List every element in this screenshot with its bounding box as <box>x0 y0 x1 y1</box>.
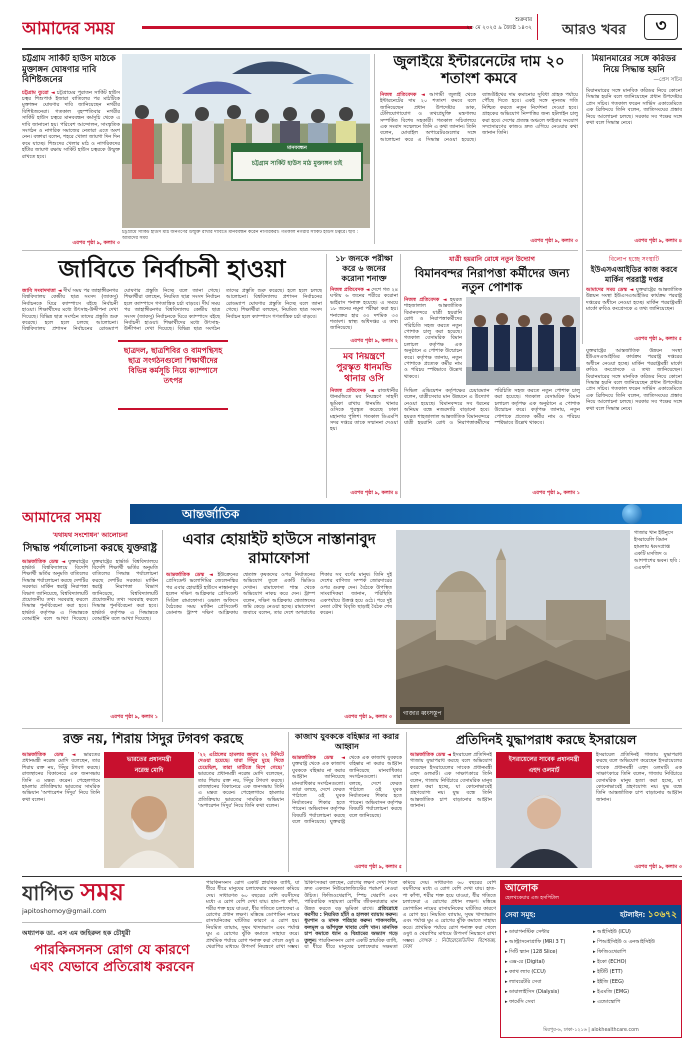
service-item: ▸ আইসিইউ (ICU) <box>593 929 631 935</box>
ad-brand: আলোক <box>505 883 539 894</box>
byline: চট্টগ্রাম ব্যুরো ◄ <box>22 89 55 96</box>
service-item: ▸ আল্ট্রাসনোগ্রাফি (MRI 3 T) <box>505 939 566 945</box>
page-number: ৩ <box>644 14 678 40</box>
quote-name: নরেন্দ্র মোদি <box>134 767 164 774</box>
byline: আন্তর্জাতিক ডেস্ক ◄ <box>22 752 76 758</box>
modi-portrait-illustration <box>104 778 194 868</box>
continued-link[interactable]: এরপর পৃষ্ঠা ৯, কলাম ৫ <box>354 864 402 870</box>
headline[interactable]: চট্টগ্রাম সার্কিট হাউস মাঠকে মুক্তাঙ্গন ঘোষণার দাবি বিশিষ্টজনের <box>22 54 116 85</box>
story-election <box>22 254 322 498</box>
ad-address: মিরপুর-৬, ঢাকা-১২১৬ | alokhealthcare.com <box>543 1028 639 1033</box>
article-body: যুক্তরাষ্ট্রের আন্তর্জাতিক উন্নয়ন সংস্থা ইউএসএআইডির কার্যক্রম পররাষ্ট্র দপ্তরের অধীনে নেওয়া হচ্ছে। মার্কিন পররাষ্ট্রমন্ত্রী মার্কো রুবিও কংগ্রেসকে এ তথ্য জানিয়েছেন। <box>586 287 682 313</box>
headline[interactable]: ১৮ জনকে পরীক্ষা করে ৬ জনের করোনা শনাক্ত <box>335 254 393 283</box>
intl-title: আন্তর্জাতিক <box>182 507 240 521</box>
section-title: আরও খবর <box>562 22 626 38</box>
story-ramaphosa <box>166 530 392 722</box>
kicker: 'যথাযথ সংশোধন' আলোচনা <box>52 531 128 539</box>
international-banner <box>22 504 682 526</box>
headline[interactable]: প্রতিদিনই যুদ্ধাপরাধ করছে ইসরায়েল <box>455 732 637 747</box>
intl-logo[interactable]: আমাদের সময় <box>22 510 101 526</box>
headline[interactable]: কাজাখ যুবককে বহিষ্কার না করার আহ্বান <box>294 732 400 751</box>
services-list-left <box>505 927 589 1007</box>
story-dhanmondi <box>330 352 398 498</box>
story-myanmar <box>586 54 682 246</box>
byline: জাবি সংবাদদাতা ◄ <box>22 288 62 294</box>
masthead <box>22 12 682 48</box>
article-body: ভারতের প্রধানমন্ত্রী নরেন্দ্র মোদি বলেছেন, তার শিরায় রক্ত নয়, সিঁদুর টগবগ করছে। রাজস্থানের বিকানেরে এক জনসভায় তিনি এ মন্তব্য করেন। পেহেলগামে হামলার প্রতিক্রিয়ায় ভারতের সামরিক অভিযান 'অপারেশন সিঁদুর' নিয়ে তিনি কথা বলেন। <box>22 752 100 803</box>
protest-photo <box>122 54 370 228</box>
gaza-rubble-photo <box>396 530 630 724</box>
author: অধ্যাপক ডা. এস এম জহিরুল হক চৌধুরী <box>22 929 131 937</box>
article-body-3: প্রতিরোধে করণীয় : নিয়মিত হাঁটা ও হালকা ব্যায়াম করুন। ধূমপান ও মাদক পরিহার করুন। শাকসবজি, ফলমূল ও আঁশযুক্ত খাবার বেশি খান। মানসিক চাপ কমাতে ধ্যান ও বিশ্রামের অভ্যাস গড়ে তুলুন। <box>304 905 398 944</box>
services-title: সেবা সমূহ: <box>505 910 536 919</box>
olmert-portrait-illustration <box>496 778 592 868</box>
gaza-caption: গাজার ধ্বংসস্তূপ <box>400 707 444 720</box>
uniform-photo <box>466 297 580 385</box>
subhead: —প্রেস সচিব <box>653 77 682 83</box>
masthead-logo[interactable]: আমাদের সময় <box>22 19 114 39</box>
continued-link[interactable]: এরপর পৃষ্ঠা ৯, কলাম ৩ <box>634 864 682 870</box>
service-item: ▸ ল্যাবরেটরি সেবা <box>505 979 542 985</box>
article-body-2: সিভিল এভিয়েশন কর্তৃপক্ষের চেয়ারম্যান বলেন, যাত্রীসেবার মান উন্নয়নে এ উদ্যোগ নেওয়া হয়েছে। বিমানবন্দরে সব ধরনের অনিয়ম বন্ধে নজরদারি বাড়ানো হবে। <box>404 388 490 414</box>
protest-scene-illustration <box>122 54 370 228</box>
service-item: ▸ ক্যাথ ল্যাব (CCU) <box>505 969 546 975</box>
jaapito-logo[interactable]: যাপিত সময় <box>22 880 124 906</box>
jaapito-email[interactable]: japitoshomoy@gmail.com <box>22 907 107 915</box>
story-internet <box>380 54 578 246</box>
alok-healthcare-ad[interactable] <box>500 880 682 1038</box>
issue-day: শুক্রবার <box>514 17 532 23</box>
issue-date: ২৩ মে ২০২৫ ৯ জ্যৈষ্ঠ ১৪৩২ <box>466 25 532 31</box>
service-item: ▸ ইইজি (EEG) <box>593 979 624 985</box>
story-usaid <box>586 254 682 344</box>
article-body: পারকিনসনস রোগ একটি স্নায়বিক ব্যাধি, যা ধীরে ধীরে মানুষের চলাফেরার সক্ষমতা কমিয়ে দেয়। সাধারণত ৬০ বছরের বেশি বয়সীদের মধ্যে এ রোগ বেশি দেখা যায়। হাত-পা কাঁপা, শরীর শক্ত হয়ে যাওয়া, ধীর গতিতে চলাফেরা এ রোগের প্রধান লক্ষণ। মস্তিষ্কে ডোপামিন নামের রাসায়নিকের ঘাটতির কারণে এ রোগ হয়। নিয়মিত ব্যায়াম, সুষম খাদ্যাভ্যাস এবং পর্যাপ্ত ঘুম এ রোগের ঝুঁকি কমাতে সাহায্য করে। প্রাথমিক পর্যায়ে রোগ শনাক্ত করা গেলে ওষুধ ও থেরাপির মাধ্যমে উপসর্গ নিয়ন্ত্রণে রাখা সম্ভব। <box>206 880 300 951</box>
article-footer: লেখক : নিউরোমেডিসিন বিশেষজ্ঞ, ঢাকা <box>402 937 496 951</box>
byline: নিজস্ব প্রতিবেদক ◄ <box>330 287 370 293</box>
service-item: ▸ ইকো (ECHO) <box>593 959 627 965</box>
story-usaid-continued: যুক্তরাষ্ট্রের আন্তর্জাতিক উন্নয়ন সংস্থা ইউএসএআইডির কার্যক্রম পররাষ্ট্র দপ্তরের অধীনে নেওয়া হচ্ছে। মার্কিন পররাষ্ট্রমন্ত্রী মার্কো রুবিও কংগ্রেসকে এ তথ্য জানিয়েছেন। মিয়ানমারের সঙ্গে মানবিক করিডর নিয়ে কোনো সিদ্ধান্ত হয়নি বলে জানিয়েছেন প্রধান উপদেষ্টার প্রেস সচিব। গতকাল ফরেন সার্ভিস একাডেমিতে এক ব্রিফিংয়ে তিনি বলেন, জাতিসংঘের প্রস্তাব নিয়ে আলোচনা চলছে। সরকার সব পক্ষের সঙ্গে কথা বলে সিদ্ধান্ত নেবে। <box>586 348 682 412</box>
byline: আন্তর্জাতিক ডেস্ক ◄ <box>410 752 451 758</box>
continued-link[interactable]: এরপর পৃষ্ঠা ৯, কলাম ১ <box>532 490 580 496</box>
story-us-review: 'যথাযথ সংশোধন' আলোচনা সিদ্ধান্ত পর্যালোচনা করছে যুক্তরাষ্ট্র আন্তর্জাতিক ডেস্ক ◄ যুক্তরাষ্ট্রের হার্ভার্ড বিশ্ববিদ্যালয়ে বিদেশি শিক্ষার্থী ভর্তির অনুমতি বাতিলের সিদ্ধান্ত পর্যালোচনা করছে দেশটির সরকার। মার্কিন স্বরাষ্ট্র নিরাপত্তা বিভাগ জানিয়েছে, বিশ্ববিদ্যালয়টি প্রয়োজনীয় তথ্য সরবরাহ করলে সিদ্ধান্ত পুনর্বিবেচনা করা হবে। হার্ভার্ড কর্তৃপক্ষ এ সিদ্ধান্তকে বেআইনি বলে আখ্যা দিয়েছে। যুক্তরাষ্ট্রের হার্ভার্ড বিশ্ববিদ্যালয়ে বিদেশি শিক্ষার্থী ভর্তির অনুমতি বাতিলের সিদ্ধান্ত পর্যালোচনা করছে দেশটির সরকার। মার্কিন স্বরাষ্ট্র নিরাপত্তা বিভাগ জানিয়েছে, বিশ্ববিদ্যালয়টি প্রয়োজনীয় তথ্য সরবরাহ করলে সিদ্ধান্ত পুনর্বিবেচনা করা হবে। হার্ভার্ড কর্তৃপক্ষ এ সিদ্ধান্তকে বেআইনি বলে আখ্যা দিয়েছে। এরপর পৃষ্ঠা ৯, কলাম ১ <box>22 531 158 720</box>
kicker: বিলোপ হচ্ছে সংস্থাটি <box>608 256 660 263</box>
ad-brand-sub: হেলথকেয়ার এন্ড হসপিটাল <box>505 895 559 901</box>
byline: নিজস্ব প্রতিবেদক ◄ <box>404 297 447 303</box>
story-modi: রক্ত নয়, শিরায় সিঁদুর টগবগ করছে আন্তর্জাতিক ডেস্ক ◄ ভারতের প্রধানমন্ত্রী নরেন্দ্র মোদি বলেছেন, তার শিরায় রক্ত নয়, সিঁদুর টগবগ করছে। রাজস্থানের বিকানেরে এক জনসভায় তিনি এ মন্তব্য করেন। পেহেলগামে হামলার প্রতিক্রিয়ায় ভারতের সামরিক অভিযান 'অপারেশন সিঁদুর' নিয়ে তিনি কথা বলেন। ভারতের প্রধানমন্ত্রী নরেন্দ্র মোদি '২২ এপ্রিলের হামলার জবাব ২২ মিনিটে দেওয়া হয়েছে। যারা সিঁদুর মুছে দিতে চেয়েছিল, তারা মাটিতে মিশে গেছে।' ভারতের প্রধানমন্ত্রী নরেন্দ্র মোদি বলেছেন, তার শিরায় রক্ত নয়, সিঁদুর টগবগ করছে। রাজস্থানের বিকানেরে এক জনসভায় তিনি এ মন্তব্য করেন। পেহেলগামে হামলার প্রতিক্রিয়ায় ভারতের সামরিক অভিযান 'অপারেশন সিঁদুর' নিয়ে তিনি কথা বলেন। <box>22 732 284 872</box>
article-body-2: ট্রাম্প বলেন, দক্ষিণ আফ্রিকায় শ্বেতাঙ্গদের জমি কেড়ে নেওয়া হচ্ছে। রামাফোসা জবাবে বলেন, তার দেশে অপরাধের শিকার সব বর্ণের মানুষ। তিনি দুই দেশের বাণিজ্য সম্পর্ক জোরদারের ওপর গুরুত্ব দেন। <box>243 572 392 617</box>
service-item: ▸ এন্ডোস্কোপি <box>593 999 621 1005</box>
service-item: ▸ সিটি স্ক্যান (128 Slice) <box>505 949 558 955</box>
headline[interactable]: ইউএসএআইডির কাজ করবে মার্কিন পররাষ্ট্র দপ্তর <box>590 265 678 284</box>
jaapito-article: পারকিনসনস রোগ একটি স্নায়বিক ব্যাধি, যা ধীরে ধীরে মানুষের চলাফেরার সক্ষমতা কমিয়ে দেয়। সাধারণত ৬০ বছরের বেশি বয়সীদের মধ্যে এ রোগ বেশি দেখা যায়। হাত-পা কাঁপা, শরীর শক্ত হয়ে যাওয়া, ধীর গতিতে চলাফেরা এ রোগের প্রধান লক্ষণ। মস্তিষ্কে ডোপামিন নামের রাসায়নিকের ঘাটতির কারণে এ রোগ হয়। নিয়মিত ব্যায়াম, সুষম খাদ্যাভ্যাস এবং পর্যাপ্ত ঘুম এ রোগের ঝুঁকি কমাতে সাহায্য করে। প্রাথমিক পর্যায়ে রোগ শনাক্ত করা গেলে ওষুধ ও থেরাপির মাধ্যমে উপসর্গ নিয়ন্ত্রণে রাখা সম্ভব। চিকিৎসকরা বলছেন, রোগের লক্ষণ দেখা দিলে দ্রুত একজন নিউরোলজিস্টের পরামর্শ নেওয়া উচিত। ফিজিওথেরাপি, স্পিচ থেরাপি এবং পারিবারিক সহায়তা রোগীর জীবনযাত্রার মান উন্নত করতে বড় ভূমিকা রাখে। প্রতিরোধে করণীয় : নিয়মিত হাঁটা ও হালকা ব্যায়াম করুন। ধূমপান ও মাদক পরিহার করুন। শাকসবজি, ফলমূল ও আঁশযুক্ত খাবার বেশি খান। মানসিক চাপ কমাতে ধ্যান ও বিশ্রামের অভ্যাস গড়ে তুলুন। পারকিনসনস রোগ একটি স্নায়বিক ব্যাধি, যা ধীরে ধীরে মানুষের চলাফেরার সক্ষমতা কমিয়ে দেয়। সাধারণত ৬০ বছরের বেশি বয়সীদের মধ্যে এ রোগ বেশি দেখা যায়। হাত-পা কাঁপা, শরীর শক্ত হয়ে যাওয়া, ধীর গতিতে চলাফেরা এ রোগের প্রধান লক্ষণ। মস্তিষ্কে ডোপামিন নামের রাসায়নিকের ঘাটতির কারণে এ রোগ হয়। নিয়মিত ব্যায়াম, সুষম খাদ্যাভ্যাস এবং পর্যাপ্ত ঘুম এ রোগের ঝুঁকি কমাতে সাহায্য করে। প্রাথমিক পর্যায়ে রোগ শনাক্ত করা গেলে ওষুধ ও থেরাপির মাধ্যমে উপসর্গ নিয়ন্ত্রণে রাখা সম্ভব। লেখক : নিউরোমেডিসিন বিশেষজ্ঞ, ঢাকা <box>206 880 496 951</box>
continued-link[interactable]: এরপর পৃষ্ঠা ৯, কলাম ৪ <box>634 238 682 244</box>
story-corona <box>330 254 398 346</box>
service-item: ▸ ডায়ালাইসিস (Dialysis) <box>505 989 560 995</box>
rubble-scene-illustration <box>396 530 630 724</box>
jaapito-headline[interactable]: পারকিনসনস রোগ যে কারণে এবং যেভাবে প্রতিরোধ করবেন <box>29 942 195 975</box>
jaapito-section <box>22 880 202 1038</box>
service-item: ▸ ইটিটি (ETT) <box>593 969 623 975</box>
article-body: যুক্তরাষ্ট্রের হার্ভার্ড বিশ্ববিদ্যালয়ে বিদেশি শিক্ষার্থী ভর্তির অনুমতি বাতিলের সিদ্ধান্ত পর্যালোচনা করছে দেশটির সরকার। মার্কিন স্বরাষ্ট্র নিরাপত্তা বিভাগ জানিয়েছে, বিশ্ববিদ্যালয়টি প্রয়োজনীয় তথ্য সরবরাহ করলে সিদ্ধান্ত পুনর্বিবেচনা করা হবে। হার্ভার্ড কর্তৃপক্ষ এ সিদ্ধান্তকে বেআইনি বলে আখ্যা দিয়েছে। <box>22 558 88 623</box>
security-staff-illustration <box>466 297 580 385</box>
article-body: হযরত শাহজালাল আন্তর্জাতিক বিমানবন্দরে যাত্রী হয়রানি রোধ ও নিরাপত্তাকর্মীদের পরিচিতি সহজ করতে নতুন পোশাক চালু করা হয়েছে। গতকাল বেসামরিক বিমান চলাচল কর্তৃপক্ষ এক অনুষ্ঠানে এ পোশাক উন্মোচন করে। কর্তৃপক্ষ জানায়, নতুন পোশাকে প্রত্যেক কর্মীর নাম ও পরিচয় স্পষ্টভাবে উল্লেখ থাকবে। <box>404 297 462 380</box>
byline: আমাদের সময় ডেস্ক ◄ <box>586 287 634 293</box>
byline: আন্তর্জাতিক ডেস্ক ◄ <box>166 572 213 578</box>
article-body: আগামী জুলাই থেকে ইন্টারনেটের দাম ২০ শতাংশ কমবে বলে জানিয়েছেন প্রধান উপদেষ্টার ডাক, টেলিযোগাযোগ ও তথ্যপ্রযুক্তি মন্ত্রণালয় সম্পর্কিত বিশেষ সহকারী। গতকাল সচিবালয়ে এক সংবাদ সম্মেলনে তিনি এ কথা জানান। তিনি বলেন, মোবাইল অপারেটরগুলোর সঙ্গে আলোচনা করে এ সিদ্ধান্ত নেওয়া হয়েছে। ব্যান্ডউইথের দাম কমানোর সুবিধা গ্রাহক পর্যায়ে পৌঁছে দিতে হবে। একই সঙ্গে ন্যূনতম গতি নিশ্চিত করতে নতুন নির্দেশনা দেওয়া হবে। গ্রাহকের অভিযোগ নিষ্পত্তির জন্য হটলাইন চালু করা হবে। দেশের প্রত্যন্ত অঞ্চলে ফাইবার সংযোগ সম্প্রসারণের কাজও দ্রুত এগিয়ে নেওয়ার কথা জানান তিনি। <box>380 92 578 143</box>
headline[interactable]: বিমানবন্দর নিরাপত্তা কর্মীদের জন্য নতুন পোশাক <box>414 266 570 294</box>
story-kazakh: কাজাখ যুবককে বহিষ্কার না করার আহ্বান আন্তর্জাতিক ডেস্ক ◄ যুক্তরাষ্ট্র থেকে এক কাজাখ যুবককে বহিষ্কার না করার আহ্বান জানিয়েছে মানবাধিকার সংগঠনগুলো। তারা বলছে, দেশে ফেরত পাঠালে ওই যুবক নির্যাতনের শিকার হতে পারেন। অভিবাসন কর্তৃপক্ষ বিষয়টি পর্যালোচনা করছে বলে জানিয়েছে। যুক্তরাষ্ট্র থেকে এক কাজাখ যুবককে বহিষ্কার না করার আহ্বান জানিয়েছে মানবাধিকার সংগঠনগুলো। তারা বলছে, দেশে ফেরত পাঠালে ওই যুবক নির্যাতনের শিকার হতে পারেন। অভিবাসন কর্তৃপক্ষ বিষয়টি পর্যালোচনা করছে বলে জানিয়েছে। এরপর পৃষ্ঠা ৯, কলাম ৫ <box>292 732 402 870</box>
article-body-repeat: দীর্ঘ সময় পর জাহাঙ্গীরনগর বিশ্ববিদ্যালয় কেন্দ্রীয় ছাত্র সংসদ (জাকসু) নির্বাচনকে ঘিরে ক্যাম্পাসে বইছে নির্বাচনী হাওয়া। শিক্ষার্থীদের মধ্যে উৎসাহ-উদ্দীপনা দেখা দিয়েছে। বিভিন্ন ছাত্র সংগঠন তাদের প্রস্তুতি শুরু করেছে। হলে হলে চলছে আলোচনা। বিশ্ববিদ্যালয় প্রশাসন নির্বাচনের রোডম্যাপ ঘোষণার প্রস্তুতি নিচ্ছে বলে জানা গেছে। শিক্ষার্থীরা বলছেন, নিয়মিত ছাত্র সংসদ নির্বাচন হলে ক্যাম্পাসে গণতান্ত্রিক চর্চা বাড়বে। <box>124 288 322 333</box>
service-item: ▸ ফিজিওথেরাপি <box>593 949 627 955</box>
byline: নিজস্ব প্রতিবেদক ◄ <box>330 388 374 394</box>
photo-caption: চট্টগ্রামে সার্কিট হাউস মাঠ জনগণের উন্মুক্ত রাখার দাবিতে মানববন্ধন করেন নাগরিকরা। গতকাল নগরীর সার্কিট হাউস চত্বরে। ছবি : আমাদের সময় <box>122 230 358 241</box>
kicker: যাত্রী হয়রানি রোধে নতুন উদ্যোগ <box>449 255 535 263</box>
article-body-3: বৈঠকে উপস্থিত সাংবাদিকরা জানান, পরিস্থিতি একপর্যায়ে উত্তপ্ত হয়ে ওঠে। পরে দুই নেতা যৌথ বিবৃতি ছাড়াই বৈঠক শেষ করেন। <box>320 584 392 617</box>
protest-banner-text: চট্টগ্রাম সার্কিট হাউস মাঠ মুক্তাঙ্গন চাই <box>251 160 343 167</box>
continued-link[interactable]: এরপর পৃষ্ঠা ৯, কলাম ৪ <box>350 490 398 496</box>
article-body: দেশে গত ২৪ ঘণ্টায় ৬ জনের শরীরে করোনা ভাইরাস শনাক্ত হয়েছে। এ সময়ে ১৮ জনের নমুনা পরীক্ষা করা হয়। শনাক্তের হার ৩৩ দশমিক ৩৩ শতাংশ। স্বাস্থ্য অধিদপ্তর এ তথ্য জানিয়েছে। <box>330 287 398 332</box>
article-body: মিয়ানমারের সঙ্গে মানবিক করিডর নিয়ে কোনো সিদ্ধান্ত হয়নি বলে জানিয়েছেন প্রধান উপদেষ্টার প্রেস সচিব। গতকাল ফরেন সার্ভিস একাডেমিতে এক ব্রিফিংয়ে তিনি বলেন, জাতিসংঘের প্রস্তাব নিয়ে আলোচনা চলছে। সরকার সব পক্ষের সঙ্গে কথা বলে সিদ্ধান্ত নেবে। <box>586 88 682 127</box>
byline: আন্তর্জাতিক ডেস্ক ◄ <box>292 755 345 761</box>
continued-link[interactable]: এরপর পৃষ্ঠা ৯, কলাম ২ <box>350 338 398 344</box>
headline[interactable]: জুলাইয়ে ইন্টারনেটের দাম ২০ শতাংশ কমবে <box>393 54 565 87</box>
quote-title: ভারতের প্রধানমন্ত্রী <box>126 756 172 763</box>
headline[interactable]: সিদ্ধান্ত পর্যালোচনা করছে যুক্তরাষ্ট্র <box>23 543 157 554</box>
continued-link[interactable]: এরপর পৃষ্ঠা ৯, কলাম ৫ <box>634 336 682 342</box>
article-body: ইসরায়েল প্রতিদিনই গাজায় যুদ্ধাপরাধ করছে বলে অভিযোগ করেছেন ইসরায়েলের সাবেক প্রধানমন্ত্রী এহুদ ওলমার্ট। এক সাক্ষাৎকারে তিনি বলেন, গাজায় নির্বিচারে বেসামরিক মানুষ হত্যা করা হচ্ছে, যা কোনোভাবেই গ্রহণযোগ্য নয়। যুদ্ধ বন্ধে তিনি আন্তর্জাতিক চাপ বাড়ানোর আহ্বান জানান। <box>410 752 492 810</box>
article-body: চট্টগ্রামের পুরাতন সার্কিট হাউস চত্বর শিশুপার্ক ইজারা বাতিলের পর মাঠটিকে মুক্তাঙ্গন ঘোষণার দাবি জানিয়েছেন নগরীর বিশিষ্টজনেরা। গতকাল বৃহস্পতিবার নগরীর সার্কিট হাউস চত্বরে মানববন্ধন কর্মসূচি থেকে এ দাবি জানানো হয়। পরিবেশ আন্দোলন, সাংস্কৃতিক সংগঠন ও নাগরিক সমাজের নেতারা এতে অংশ নেন। বক্তারা বলেন, শহরে খোলা জায়গা দিন দিন কমে যাচ্ছে। শিশুদের খেলার মাঠ ও নাগরিকদের হাঁটার জায়গা রক্ষায় সার্কিট হাউস চত্বরকে উন্মুক্ত রাখতে হবে। <box>22 89 120 160</box>
continued-link[interactable]: এরপর পৃষ্ঠা ৯, কলাম ৩ <box>344 714 392 720</box>
continued-link[interactable]: এরপর পৃষ্ঠা ৯, কলাম ১ <box>110 714 158 720</box>
byline: নিজস্ব প্রতিবেদক ◄ <box>380 92 425 98</box>
modi-quote-card <box>104 752 194 868</box>
article-body: যুক্তরাষ্ট্র থেকে এক কাজাখ যুবককে বহিষ্কার না করার আহ্বান জানিয়েছে মানবাধিকার সংগঠনগুলো। তারা বলছে, দেশে ফেরত পাঠালে ওই যুবক নির্যাতনের শিকার হতে পারেন। অভিবাসন কর্তৃপক্ষ বিষয়টি পর্যালোচনা করছে বলে জানিয়েছে। <box>292 761 345 826</box>
olmert-quote-card <box>496 752 592 868</box>
headline[interactable]: মিয়ানমারের সঙ্গে করিডর নিয়ে সিদ্ধান্ত হয়নি <box>591 54 677 75</box>
sidebar-caption: গাজার খান ইউনুসে ইসরায়েলি বিমান হামলায় ধ্বংসপ্রাপ্ত একটি মসজিদ ও আশপাশের ভবন। ছবি : এএফপি <box>634 530 681 571</box>
article-body: রাজধানীর ধানমন্ডিতে মব নিয়ন্ত্রণে সাহসী ভূমিকা রাখায় ধানমন্ডি থানার ওসিকে পুরস্কৃত করেছে ঢাকা মহানগর পুলিশ। গতকাল ডিএমপি সদর দপ্তরে তাকে সম্মাননা দেওয়া হয়। <box>330 388 398 433</box>
headline[interactable]: জাবিতে নির্বাচনী হাওয়া <box>58 255 286 283</box>
continued-link[interactable]: এরপর পৃষ্ঠা ৯, কলাম ৩ <box>530 238 578 244</box>
story-ctg <box>22 54 120 248</box>
article-body: দীর্ঘ সময় পর জাহাঙ্গীরনগর বিশ্ববিদ্যালয় কেন্দ্রীয় ছাত্র সংসদ (জাকসু) নির্বাচনকে ঘিরে ক্যাম্পাসে বইছে নির্বাচনী হাওয়া। শিক্ষার্থীদের মধ্যে উৎসাহ-উদ্দীপনা দেখা দিয়েছে। বিভিন্ন ছাত্র সংগঠন তাদের প্রস্তুতি শুরু করেছে। হলে হলে চলছে আলোচনা। বিশ্ববিদ্যালয় প্রশাসন নির্বাচনের রোডম্যাপ ঘোষণার প্রস্তুতি নিচ্ছে বলে জানা গেছে। শিক্ষার্থীরা বলছেন, নিয়মিত ছাত্র সংসদ নির্বাচন হলে ক্যাম্পাসে গণতান্ত্রিক চর্চা বাড়বে। <box>22 288 220 333</box>
headline[interactable]: এবার হোয়াইট হাউসে নাস্তানাবুদ রামাফোসা <box>182 530 376 567</box>
quote-name: এহুদ ওলমার্ট <box>528 767 560 774</box>
continued-link[interactable]: এরপর পৃষ্ঠা ৯, কলাম ৩ <box>72 240 120 246</box>
headline[interactable]: রক্ত নয়, শিরায় সিঁদুর টগবগ করছে <box>63 732 243 747</box>
article-body-3: হযরত শাহজালাল আন্তর্জাতিক বিমানবন্দরে যাত্রী হয়রানি রোধ ও নিরাপত্তাকর্মীদের পরিচিতি সহজ করতে নতুন পোশাক চালু করা হয়েছে। গতকাল বেসামরিক বিমান চলাচল কর্তৃপক্ষ এক অনুষ্ঠানে এ পোশাক উন্মোচন করে। কর্তৃপক্ষ জানায়, নতুন পোশাকে প্রত্যেক কর্মীর নাম ও পরিচয় স্পষ্টভাবে উল্লেখ থাকবে। <box>404 388 580 427</box>
services-list-right <box>593 927 677 1007</box>
quote-title: ইসরায়েলের সাবেক প্রধানমন্ত্রী <box>508 756 580 763</box>
article-body: ইউক্রেনের প্রেসিডেন্ট ভলোদিমির জেলেনস্কির পর এবার হোয়াইট হাউসে নাস্তানাবুদ হলেন দক্ষিণ আফ্রিকার প্রেসিডেন্ট সিরিল রামাফোসা। ওভাল অফিসে বৈঠকের সময় মার্কিন প্রেসিডেন্ট ডোনাল্ড ট্রাম্প দক্ষিণ আফ্রিকায় শ্বেতাঙ্গ কৃষকদের ওপর নির্যাতনের অভিযোগ তুলে একটি ভিডিও দেখান। রামাফোসা শান্ত থেকে অভিযোগ নাকচ করে দেন। <box>166 572 315 617</box>
service-item: ▸ এক্স-রে (Digital) <box>505 959 545 965</box>
headline[interactable]: মব নিয়ন্ত্রণে পুরস্কৃত ধানমন্ডি থানার ওসি <box>336 352 392 384</box>
globe-icon <box>622 504 642 524</box>
modi-quote: '২২ এপ্রিলের হামলার জবাব ২২ মিনিটে দেওয়া হয়েছে। যারা সিঁদুর মুছে দিতে চেয়েছিল, তারা মাটিতে মিশে গেছে।' <box>198 752 284 771</box>
byline: আন্তর্জাতিক ডেস্ক ◄ <box>22 558 66 565</box>
article-body-2: চিকিৎসকরা বলছেন, রোগের লক্ষণ দেখা দিলে দ্রুত একজন নিউরোলজিস্টের পরামর্শ নেওয়া উচিত। ফিজিওথেরাপি, স্পিচ থেরাপি এবং পারিবারিক সহায়তা রোগীর জীবনযাত্রার মান উন্নত করতে বড় ভূমিকা রাখে। <box>304 880 398 912</box>
hotline[interactable]: হটলাইন: ১০৬৭২ <box>619 910 677 920</box>
story-uniform <box>404 254 580 498</box>
story-israel: প্রতিদিনই যুদ্ধাপরাধ করছে ইসরায়েল আন্তর্জাতিক ডেস্ক ◄ ইসরায়েল প্রতিদিনই গাজায় যুদ্ধাপরাধ করছে বলে অভিযোগ করেছেন ইসরায়েলের সাবেক প্রধানমন্ত্রী এহুদ ওলমার্ট। এক সাক্ষাৎকারে তিনি বলেন, গাজায় নির্বিচারে বেসামরিক মানুষ হত্যা করা হচ্ছে, যা কোনোভাবেই গ্রহণযোগ্য নয়। যুদ্ধ বন্ধে তিনি আন্তর্জাতিক চাপ বাড়ানোর আহ্বান জানান। ইসরায়েলের সাবেক প্রধানমন্ত্রী এহুদ ওলমার্ট ইসরায়েল প্রতিদিনই গাজায় যুদ্ধাপরাধ করছে বলে অভিযোগ করেছেন ইসরায়েলের সাবেক প্রধানমন্ত্রী এহুদ ওলমার্ট। এক সাক্ষাৎকারে তিনি বলেন, গাজায় নির্বিচারে বেসামরিক মানুষ হত্যা করা হচ্ছে, যা কোনোভাবেই গ্রহণযোগ্য নয়। যুদ্ধ বন্ধে তিনি আন্তর্জাতিক চাপ বাড়ানোর আহ্বান জানান। এরপর পৃষ্ঠা ৯, কলাম ৩ <box>410 732 682 870</box>
protest-banner-title: মানববন্ধন <box>287 145 307 151</box>
service-item: ▸ ডায়াগনস্টিক সেন্টার <box>505 929 550 935</box>
service-item: ▸ ইএমজি (EMG) <box>593 989 630 995</box>
service-item: ▸ পিআইসিইউ ও এনআইসিইউ <box>593 939 655 945</box>
service-item: ▸ ফার্মেসি সেবা <box>505 999 535 1005</box>
highlight-box: ছাত্রদল, ছাত্রশিবির ও বামপন্থিসহ ছাত্র সংগঠনগুলো শিক্ষার্থীদের বিভিন্ন কর্মসূচি নিয়ে ক্যাম্পাসে তৎপর <box>118 340 228 410</box>
